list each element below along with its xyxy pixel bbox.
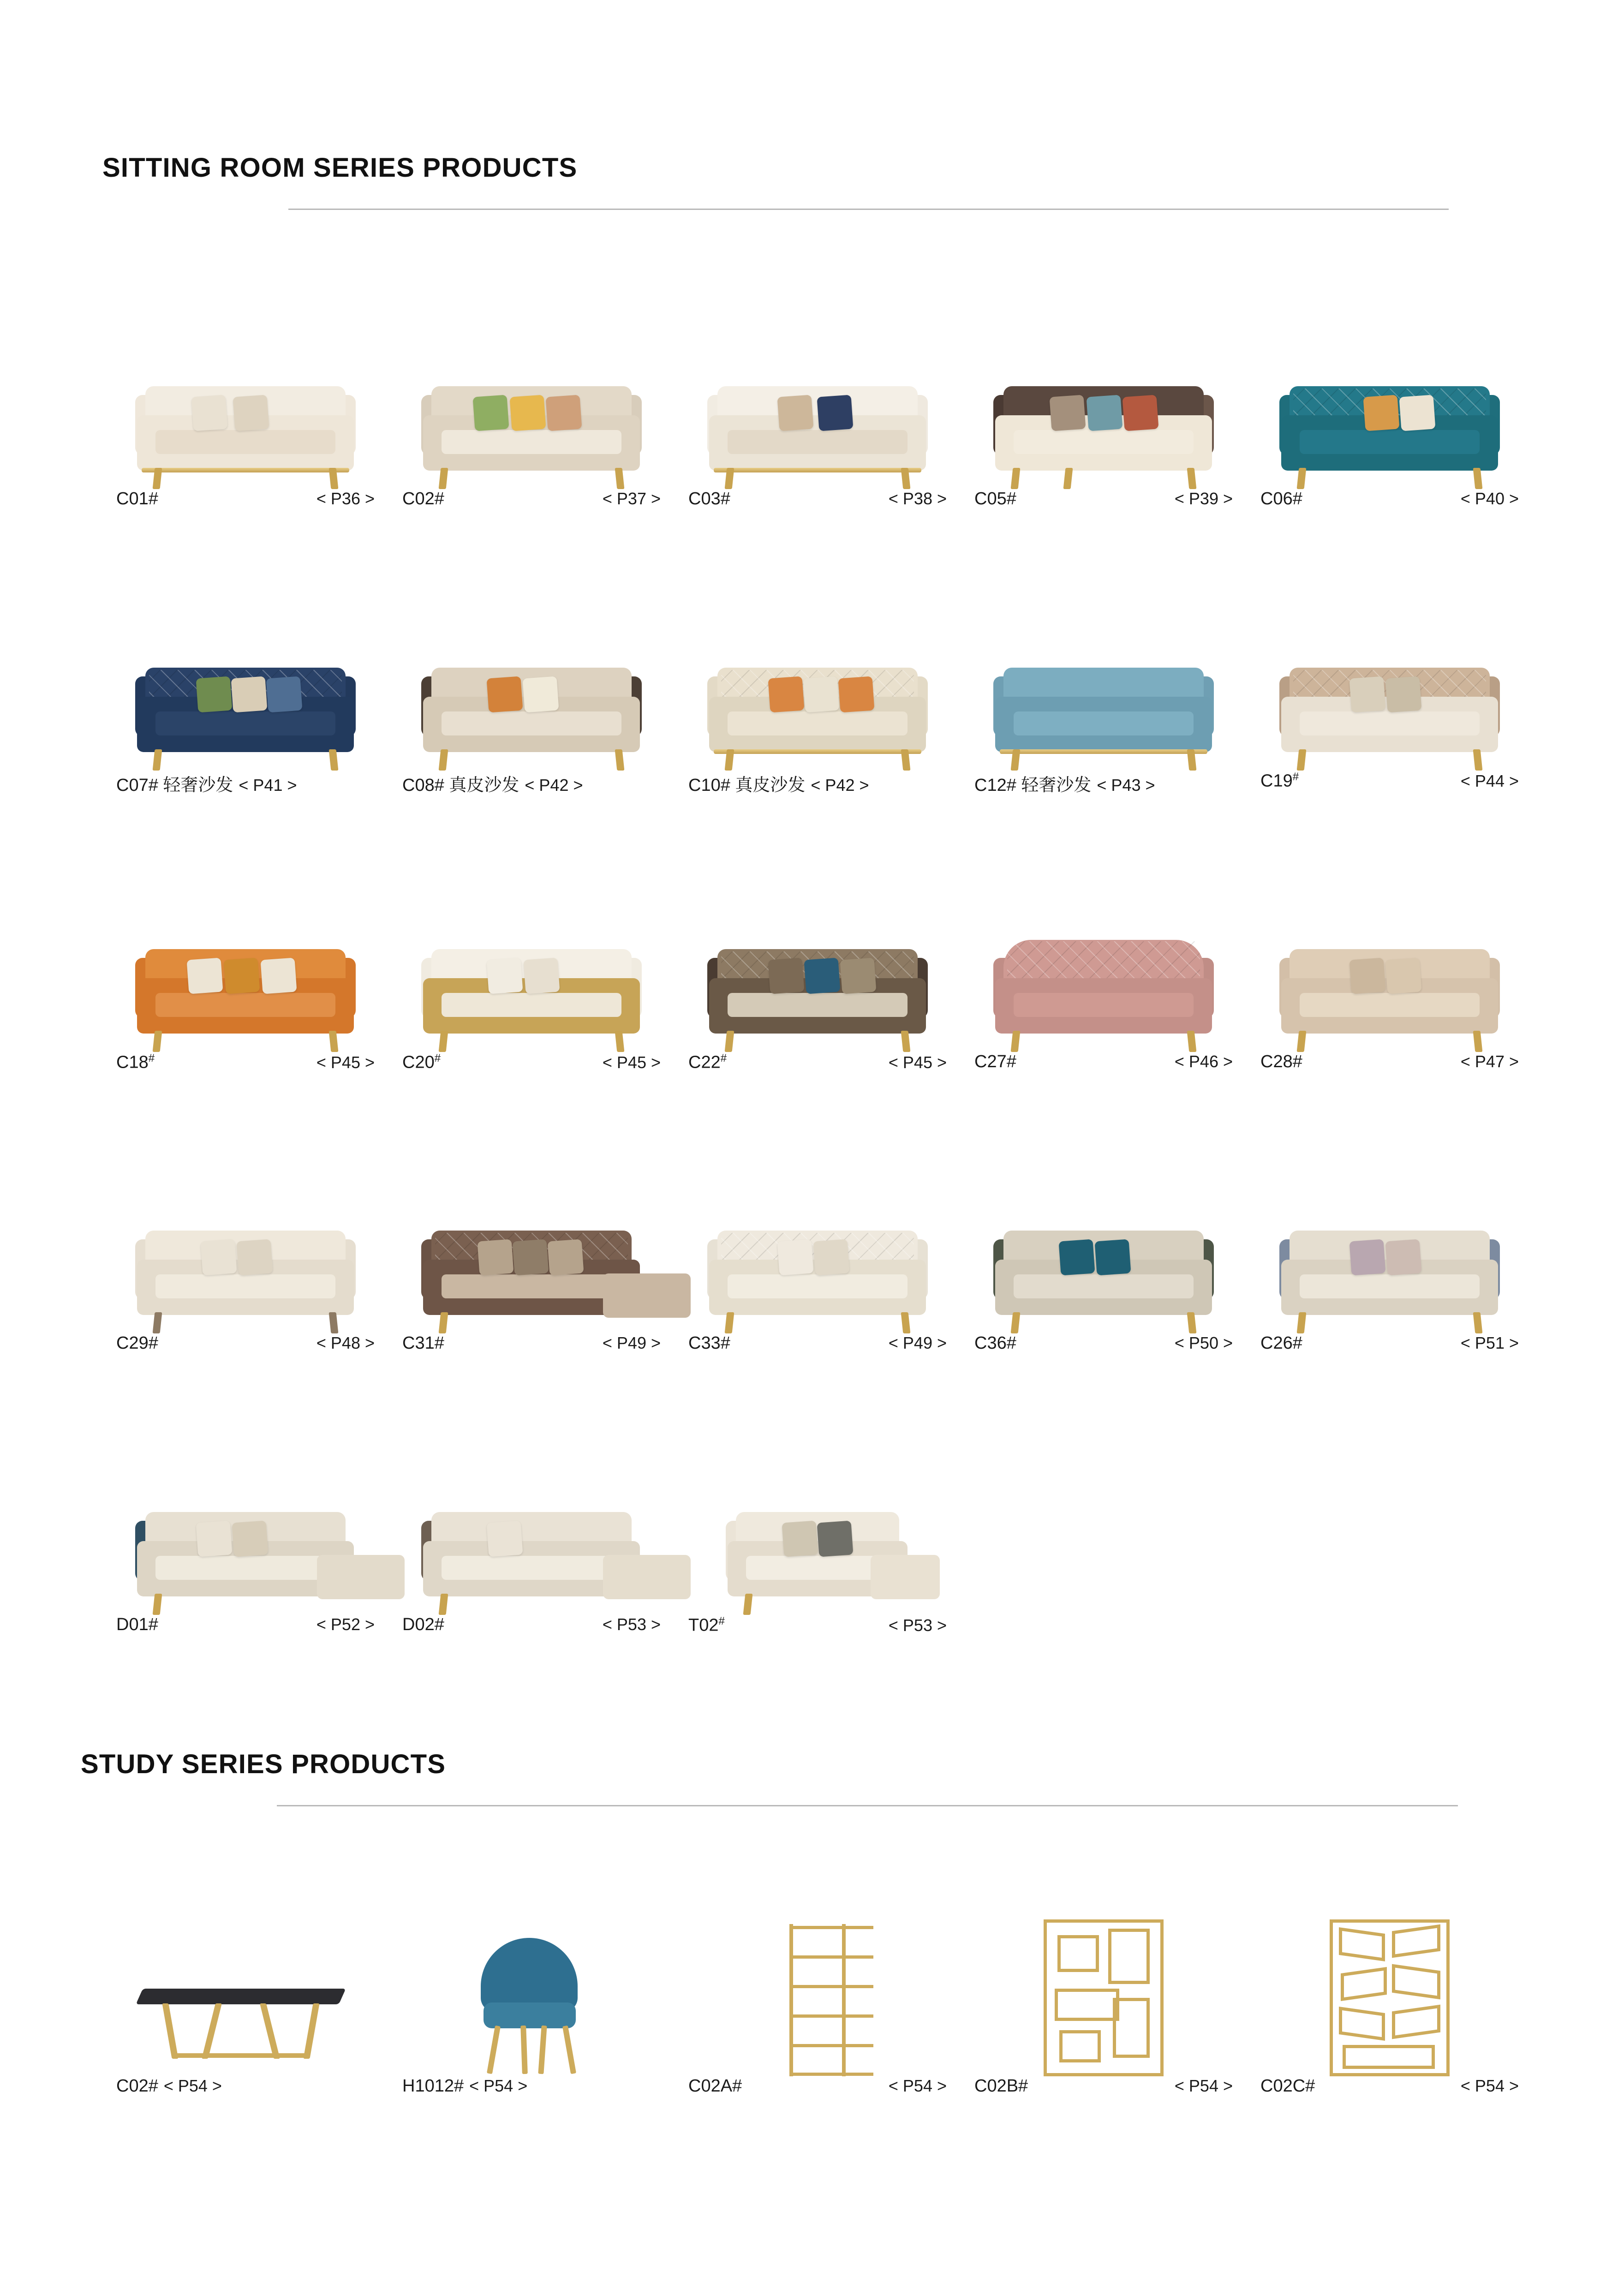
product-cell-shelf-c02b[interactable]	[961, 1883, 1247, 2141]
product-cell-d01[interactable]	[102, 1421, 388, 1703]
product-row	[102, 577, 1533, 858]
product-image-c07	[116, 577, 375, 771]
product-code-sup: #	[434, 1052, 441, 1064]
product-image-c31	[402, 1140, 661, 1333]
product-code: C05#	[974, 489, 1016, 508]
product-cell-empty	[961, 1421, 1247, 1703]
product-row	[102, 1140, 1533, 1421]
product-caption	[1260, 771, 1519, 803]
product-cell-c08[interactable]	[388, 577, 675, 858]
product-cell-c05[interactable]	[961, 295, 1247, 577]
product-page-ref[interactable]: < P47 >	[1460, 1052, 1519, 1071]
product-cell-c10[interactable]	[675, 577, 961, 858]
product-code: C26#	[1260, 1333, 1302, 1353]
section-title-study: STUDY SERIES PRODUCTS	[81, 1749, 446, 1779]
product-image-t02	[688, 1421, 947, 1615]
product-image-c28	[1260, 858, 1519, 1052]
product-page-ref[interactable]: < P54 >	[888, 2076, 947, 2095]
product-image-c10	[688, 577, 947, 771]
product-page-ref[interactable]: < P45 >	[316, 1052, 375, 1072]
product-image-c33	[688, 1140, 947, 1333]
product-cell-c29[interactable]	[102, 1140, 388, 1421]
product-image-shelf-c02b	[974, 1883, 1233, 2076]
product-row	[102, 858, 1533, 1140]
product-caption	[974, 2076, 1233, 2109]
product-code: C36#	[974, 1333, 1016, 1353]
product-page-ref[interactable]: < P41 >	[239, 776, 297, 795]
product-caption	[688, 1333, 947, 1366]
product-cell-c07[interactable]	[102, 577, 388, 858]
product-caption	[116, 1052, 375, 1084]
product-code-sup: #	[1292, 771, 1299, 783]
product-caption	[974, 771, 1233, 803]
product-code: D02#	[402, 1615, 444, 1634]
product-caption	[402, 1333, 661, 1366]
product-page-ref[interactable]: < P46 >	[1174, 1052, 1233, 1071]
product-row	[102, 1421, 1533, 1703]
product-code: C02B#	[974, 2076, 1028, 2096]
product-page-ref[interactable]: < P44 >	[1460, 771, 1519, 790]
product-page-ref[interactable]: < P50 >	[1174, 1333, 1233, 1352]
product-code: T02#	[688, 1615, 725, 1635]
product-code: H1012#	[402, 2076, 464, 2096]
product-page-ref[interactable]: < P54 >	[469, 2076, 528, 2095]
product-page-ref[interactable]: < P43 >	[1097, 776, 1155, 795]
product-image-c18	[116, 858, 375, 1052]
product-page-ref[interactable]: < P54 >	[163, 2076, 222, 2095]
product-code: D01#	[116, 1615, 158, 1634]
product-code: C19#	[1260, 771, 1299, 791]
product-cell-c22[interactable]	[675, 858, 961, 1140]
product-page-ref[interactable]: < P37 >	[602, 489, 661, 508]
product-cell-c26[interactable]	[1247, 1140, 1533, 1421]
product-caption	[116, 2076, 375, 2109]
product-caption	[974, 489, 1233, 521]
section-divider	[288, 209, 1449, 210]
product-image-c36	[974, 1140, 1233, 1333]
product-code: C02#	[402, 489, 444, 508]
product-page-ref[interactable]: < P49 >	[888, 1333, 947, 1352]
section-title-sitting-room: SITTING ROOM SERIES PRODUCTS	[102, 153, 578, 183]
product-image-c08	[402, 577, 661, 771]
product-code: C08# 真皮沙发	[402, 776, 519, 795]
product-cell-shelf-c02a[interactable]	[675, 1883, 961, 2141]
product-caption	[1260, 1052, 1519, 1084]
product-caption	[116, 771, 375, 803]
product-image-c26	[1260, 1140, 1519, 1333]
product-code: C20#	[402, 1052, 441, 1072]
product-code: C02C#	[1260, 2076, 1315, 2096]
product-page-ref[interactable]: < P54 >	[1174, 2076, 1233, 2095]
product-cell-desk-c02[interactable]	[102, 1883, 388, 2141]
product-grid-study	[102, 1883, 1533, 2141]
product-code-sup: #	[720, 1052, 727, 1064]
product-image-c22	[688, 858, 947, 1052]
product-row	[102, 1883, 1533, 2141]
product-caption	[974, 1333, 1233, 1366]
product-cell-c20[interactable]	[388, 858, 675, 1140]
section-divider	[277, 1805, 1458, 1806]
product-cell-shelf-c02c[interactable]	[1247, 1883, 1533, 2141]
product-cell-chair-h1012[interactable]	[388, 1883, 675, 2141]
product-image-c05	[974, 295, 1233, 489]
product-cell-c12[interactable]	[961, 577, 1247, 858]
product-cell-c03[interactable]	[675, 295, 961, 577]
product-image-chair-h1012	[402, 1883, 661, 2076]
product-caption	[116, 489, 375, 521]
product-code: C02A#	[688, 2076, 742, 2096]
product-code: C07# 轻奢沙发	[116, 776, 233, 795]
product-caption	[402, 1052, 661, 1084]
product-cell-c19[interactable]	[1247, 577, 1533, 858]
product-image-c12	[974, 577, 1233, 771]
product-caption	[1260, 2076, 1519, 2109]
product-page-ref[interactable]: < P45 >	[888, 1052, 947, 1072]
product-image-c19	[1260, 577, 1519, 771]
product-code-sup: #	[148, 1052, 155, 1064]
product-code-sup: #	[718, 1615, 725, 1627]
product-code: C29#	[116, 1333, 158, 1353]
product-code: C03#	[688, 489, 730, 508]
product-page-ref[interactable]: < P42 >	[811, 776, 869, 795]
product-code: C06#	[1260, 489, 1302, 508]
product-caption	[402, 489, 661, 521]
product-code: C22#	[688, 1052, 727, 1072]
product-image-shelf-c02c	[1260, 1883, 1519, 2076]
product-image-d01	[116, 1421, 375, 1615]
product-page-ref[interactable]: < P42 >	[525, 776, 583, 795]
product-caption	[402, 2076, 661, 2109]
product-caption	[688, 771, 947, 803]
product-code: C18#	[116, 1052, 155, 1072]
product-cell-c18[interactable]	[102, 858, 388, 1140]
product-page-ref[interactable]: < P53 >	[888, 1615, 947, 1635]
product-cell-c27[interactable]	[961, 858, 1247, 1140]
product-cell-d02[interactable]	[388, 1421, 675, 1703]
product-caption	[974, 1052, 1233, 1084]
product-code: C28#	[1260, 1052, 1302, 1071]
product-image-c03	[688, 295, 947, 489]
product-page-ref[interactable]: < P48 >	[316, 1333, 375, 1352]
product-page-ref[interactable]: < P51 >	[1460, 1333, 1519, 1352]
product-caption	[1260, 1333, 1519, 1366]
product-code: C01#	[116, 489, 158, 508]
product-page-ref[interactable]: < P36 >	[316, 489, 375, 508]
product-cell-c28[interactable]	[1247, 858, 1533, 1140]
product-caption	[402, 1615, 661, 1647]
product-cell-empty	[1247, 1421, 1533, 1703]
product-caption	[1260, 489, 1519, 521]
product-image-c29	[116, 1140, 375, 1333]
product-cell-c36[interactable]	[961, 1140, 1247, 1421]
product-cell-c02[interactable]	[388, 295, 675, 577]
product-page-ref[interactable]: < P39 >	[1174, 489, 1233, 508]
product-page-ref[interactable]: < P54 >	[1460, 2076, 1519, 2095]
product-image-desk-c02	[116, 1883, 375, 2076]
product-caption	[688, 1052, 947, 1084]
product-grid-sitting-room	[102, 295, 1533, 1703]
product-page-ref[interactable]: < P52 >	[316, 1615, 375, 1634]
product-cell-c01[interactable]	[102, 295, 388, 577]
product-code: C10# 真皮沙发	[688, 776, 806, 795]
product-image-shelf-c02a	[688, 1883, 947, 2076]
product-cell-t02[interactable]	[675, 1421, 961, 1703]
product-image-d02	[402, 1421, 661, 1615]
product-code: C02#	[116, 2076, 158, 2096]
product-image-c27	[974, 858, 1233, 1052]
product-cell-c33[interactable]	[675, 1140, 961, 1421]
product-image-c06	[1260, 295, 1519, 489]
product-caption	[402, 771, 661, 803]
product-caption	[116, 1333, 375, 1366]
product-caption	[688, 2076, 947, 2109]
product-row	[102, 295, 1533, 577]
product-caption	[116, 1615, 375, 1647]
product-page-ref[interactable]: < P38 >	[888, 489, 947, 508]
product-image-c20	[402, 858, 661, 1052]
product-cell-c06[interactable]	[1247, 295, 1533, 577]
product-code: C12# 轻奢沙发	[974, 776, 1092, 795]
product-code: C31#	[402, 1333, 444, 1353]
product-image-c01	[116, 295, 375, 489]
product-image-c02	[402, 295, 661, 489]
product-code: C27#	[974, 1052, 1016, 1071]
product-page-ref[interactable]: < P40 >	[1460, 489, 1519, 508]
product-cell-c31[interactable]	[388, 1140, 675, 1421]
product-page-ref[interactable]: < P49 >	[602, 1333, 661, 1352]
product-caption	[688, 1615, 947, 1647]
product-caption	[688, 489, 947, 521]
product-page-ref[interactable]: < P53 >	[602, 1615, 661, 1634]
product-code: C33#	[688, 1333, 730, 1353]
product-page-ref[interactable]: < P45 >	[602, 1052, 661, 1072]
